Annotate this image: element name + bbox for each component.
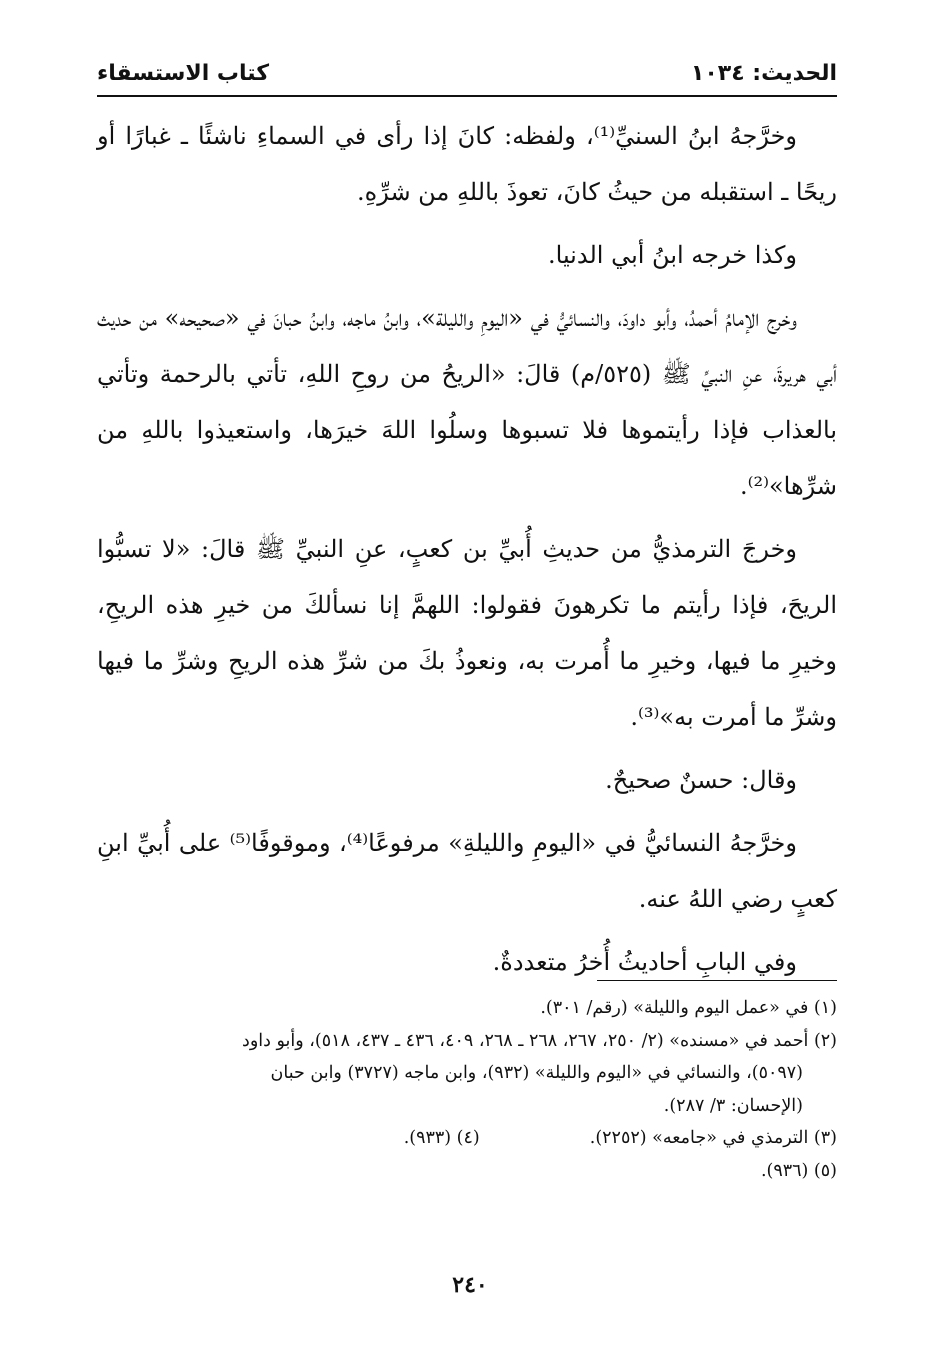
footnote-row	[97, 1122, 837, 1155]
page-number: ٢٤٠	[452, 1272, 488, 1298]
footnotes	[97, 992, 837, 1187]
footnote-2-continuation: (٥٠٩٧)، والنسائي في «اليوم والليلة» (٩٣٢)، وابن ماجه (٣٧٢٧) وابن حبان	[270, 1063, 803, 1083]
hadith-number-label: الحديث: ١٠٣٤	[690, 61, 837, 86]
footnote-1: (١) في «عمل اليوم والليلة» (رقم/ ٣٠١).	[540, 998, 837, 1018]
paragraph: وكذا خرجه ابنُ أبي الدنيا.	[548, 241, 797, 269]
footnote-2: (٢) أحمد في «مسنده» (٢/ ٢٥٠، ٢٦٧، ٢٦٨ ـ ٢٦٨، ٤٠٩، ٤٣٦ ـ ٤٣٧، ٥١٨)، وأبو داود	[242, 1030, 837, 1051]
footnote-separator	[597, 980, 837, 981]
main-text	[97, 108, 837, 997]
paragraph: وخرَّجهُ ابنُ السنيِّ⁽¹⁾، ولفظه: كانَ إذا رأى في السماءِ ناشئًا ـ غبارًا أو ريحًا ـ استقبله من حيثُ كانَ، تعوذَ باللهِ من شرِّهِ.	[97, 122, 837, 206]
paragraph: وخرَّجهُ النسائيُّ في «اليومِ والليلةِ» مرفوعًا⁽⁴⁾، وموقوفًا⁽⁵⁾ على أُبيِّ ابنِ كعبٍ رضي اللهُ عنه.	[97, 829, 837, 913]
footnote-2-continuation: (الإحسان: ٣/ ٢٨٧).	[663, 1095, 803, 1116]
book-title: كتاب الاستسقاء	[97, 61, 270, 86]
paragraph: وقال: حسنٌ صحيحٌ.	[605, 766, 797, 794]
running-header	[97, 55, 837, 97]
paragraph: وخرج الإمامُ أحمدُ، وأبو داودَ، والنسائيُّ في «اليومِ والليلة»، وابنُ ماجه، وابنُ حبانَ في «صحيحه» من حديث أبي هريرةَ، عنِ النبيِّ ﷺ (٥٢٥/م) قالَ: «الريحُ من روحِ اللهِ، تأتي بالرحمة وتأتي بالعذاب فإذا رأيتموها فلا تسبوها وسلُوا اللهَ خيرَها، واستعيذوا باللهِ من شرِّها»⁽²⁾.	[97, 304, 837, 500]
footnote-5: (٥) (٩٣٦).	[760, 1160, 837, 1181]
paragraph: وفي البابِ أحاديثُ أُخرُ متعددةٌ.	[492, 948, 797, 976]
footnote-3: (٣) الترمذي في «جامعه» (٢٢٥٢).	[589, 1128, 837, 1148]
paragraph: وخرجَ الترمذيُّ من حديثِ أُبيِّ بن كعبٍ، عنِ النبيِّ ﷺ قالَ: «لا تسبُّوا الريحَ، فإذا رأيتم ما تكرهونَ فقولوا: اللهمَّ إنا نسألكَ من خيرِ هذه الريحِ، وخيرِ ما فيها، وخيرِ ما أُمرت به، ونعوذُ بكَ من شرِّ هذه الريحِ وشرِّ ما فيها وشرِّ ما أمرت به»⁽³⁾.	[97, 535, 837, 731]
footnote-4: (٤) (٩٣٣).	[403, 1128, 480, 1148]
